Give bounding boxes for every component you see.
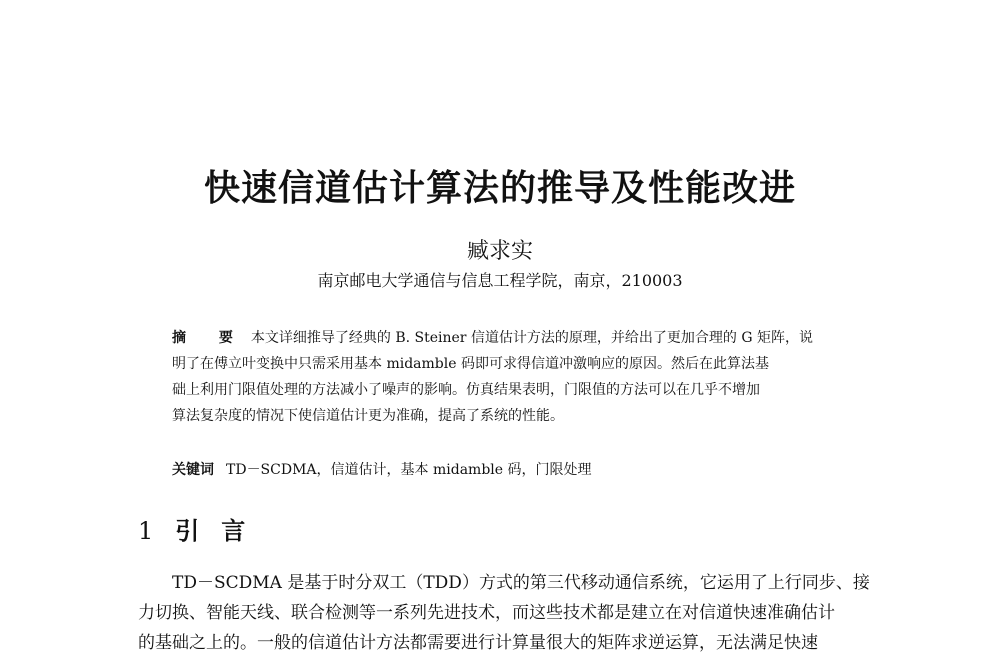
section-heading — [138, 511, 267, 546]
keywords-label: 关键词 — [172, 462, 214, 478]
body-text — [138, 568, 886, 653]
body-line-2: 力切换、智能天线、联合检测等一系列先进技术，而这些技术都是建立在对信道快速准确估计 — [138, 603, 835, 623]
paper-title: 快速信道估计算法的推导及性能改进 — [203, 168, 796, 209]
abstract-line-2: 明了在傅立叶变换中只需采用基本 midamble 码即可求得信道冲激响应的原因。然后在此算法基 — [172, 356, 769, 372]
author-name: 臧求实 — [466, 239, 533, 264]
section-title: 引言 — [175, 517, 268, 545]
abstract-block — [172, 325, 862, 429]
abstract-line-3: 础上利用门限值处理的方法减小了噪声的影响。仿真结果表明，门限值的方法可以在几乎不增加 — [172, 382, 760, 398]
section-number: 1 — [138, 517, 154, 545]
body-line-1: TD－SCDMA 是基于时分双工（TDD）方式的第三代移动通信系统，它运用了上行同步、接 — [172, 573, 870, 593]
keywords-block — [172, 459, 592, 479]
keywords-text: TD－SCDMA，信道估计，基本 midamble 码，门限处理 — [226, 462, 592, 478]
abstract-text-1: 本文详细推导了经典的 B. Steiner 信道估计方法的原理，并给出了更加合理的 G 矩阵，说 — [250, 330, 814, 346]
abstract-line-4: 算法复杂度的情况下使信道估计更为准确，提高了系统的性能。 — [172, 408, 564, 424]
author-affiliation: 南京邮电大学通信与信息工程学院，南京，210003 — [317, 271, 683, 290]
body-line-3: 的基础之上的。一般的信道估计方法都需要进行计算量很大的矩阵求逆运算，无法满足快速 — [138, 633, 818, 653]
abstract-line-1 — [172, 325, 862, 351]
abstract-label: 摘 要 — [172, 330, 247, 346]
